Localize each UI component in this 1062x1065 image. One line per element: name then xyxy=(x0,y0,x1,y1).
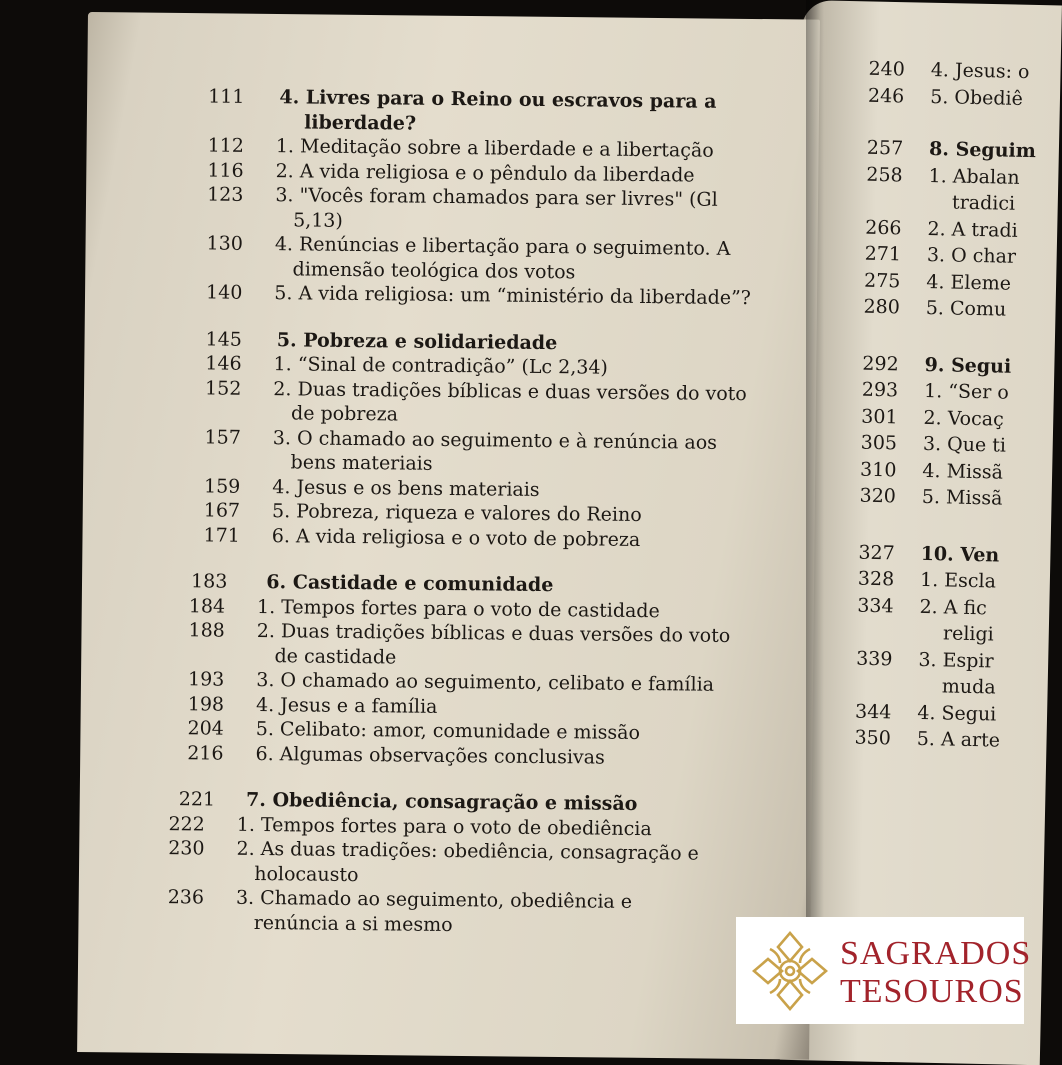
toc-item-continued: dimensão teológica dos votos xyxy=(292,257,576,283)
item-page-number: 157 xyxy=(204,425,241,449)
right-toc-line: muda xyxy=(941,675,996,699)
item-page-number: 216 xyxy=(187,741,224,765)
right-page-number: 280 xyxy=(863,295,901,319)
right-page-number: 246 xyxy=(867,84,905,107)
right-toc-line: tradici xyxy=(951,191,1016,215)
right-page-number: 301 xyxy=(861,405,898,428)
toc-item: 4. Jesus e os bens materiais xyxy=(272,475,540,501)
right-page-number: 292 xyxy=(862,352,899,375)
right-page-number: 258 xyxy=(866,163,903,186)
toc-item-continued: renúncia a si mesmo xyxy=(253,911,453,936)
item-page-number: 146 xyxy=(205,352,242,375)
right-toc-line: 1. “Ser o xyxy=(923,379,1010,404)
toc-item: 3. Chamado ao seguimento, obediência e xyxy=(235,886,633,913)
toc-item: 3. O chamado ao seguimento e à renúncia aos xyxy=(272,426,718,454)
right-toc-line: 4. Missã xyxy=(922,459,1004,484)
item-page-number: 167 xyxy=(203,499,241,522)
item-page-number: 159 xyxy=(203,474,241,498)
item-page-number: 184 xyxy=(188,594,226,618)
right-toc-line: 1. Abalan xyxy=(928,164,1020,189)
right-page-number: 293 xyxy=(861,378,899,402)
right-page-number: 334 xyxy=(857,594,894,617)
item-page-number: 188 xyxy=(188,619,225,642)
toc-item-continued: 5,13) xyxy=(293,208,343,232)
right-toc-line: 3. O char xyxy=(926,243,1017,268)
toc-item: 2. A vida religiosa e o pêndulo da liberdade xyxy=(275,159,695,187)
toc-item: 5. A vida religiosa: um “ministério da liberdade”? xyxy=(274,282,752,310)
logo-line-1: SAGRADOS xyxy=(840,935,1032,972)
section-heading: 5. Pobreza e solidariedade xyxy=(276,328,558,354)
section-page-number: 145 xyxy=(205,327,242,351)
section-heading: 6. Castidade e comunidade xyxy=(266,571,554,597)
section-page-number: 111 xyxy=(208,85,245,108)
toc-item-continued: holocausto xyxy=(254,862,359,886)
right-page-number: 305 xyxy=(860,431,898,455)
right-page-number: 240 xyxy=(868,57,906,81)
right-page-number: 339 xyxy=(855,647,893,670)
toc-item: 4. Renúncias e libertação para o seguimento. A xyxy=(274,233,731,260)
right-page-number: 320 xyxy=(859,484,897,508)
right-toc-line: 4. Segui xyxy=(917,701,997,726)
sagrados-tesouros-logo xyxy=(736,917,1032,1024)
logo-line-2: TESOUROS xyxy=(840,973,1024,1010)
item-page-number: 123 xyxy=(207,183,244,206)
toc-item: 5. Celibato: amor, comunidade e missão xyxy=(255,717,641,745)
right-toc-line: 3. Que ti xyxy=(922,432,1007,457)
section-page-number: 221 xyxy=(178,788,216,811)
right-toc-line: 1. Escla xyxy=(919,568,997,593)
toc-item: 3. O chamado ao seguimento, celibato e família xyxy=(256,668,715,696)
toc-item-continued: de pobreza xyxy=(290,402,399,426)
ornamental-medallion-icon xyxy=(750,929,830,1013)
item-page-number: 193 xyxy=(187,668,225,691)
right-toc-line: 8. Seguim xyxy=(928,137,1037,163)
item-page-number: 236 xyxy=(167,886,205,909)
right-page-number: 271 xyxy=(864,242,902,266)
right-toc-line: 5. Missã xyxy=(921,485,1003,510)
toc-item: 6. A vida religiosa e o voto de pobreza xyxy=(271,524,641,551)
toc-item: 2. As duas tradições: obediência, consagração e xyxy=(236,837,699,865)
section-heading: 4. Livres para o Reino ou escravos para a xyxy=(279,86,717,113)
right-toc-line: 2. A tradi xyxy=(927,217,1018,242)
section-heading-continued: liberdade? xyxy=(304,110,417,135)
toc-item: 4. Jesus e a família xyxy=(255,693,438,718)
toc-item-continued: bens materiais xyxy=(290,451,433,475)
toc-item: 2. Duas tradições bíblicas e duas versões do voto xyxy=(256,619,731,647)
toc-item: 6. Algumas observações conclusivas xyxy=(255,742,605,769)
section-heading: 7. Obediência, consagração e missão xyxy=(245,788,638,815)
right-toc-line: 2. A fic xyxy=(919,595,988,619)
item-page-number: 230 xyxy=(168,837,205,860)
item-page-number: 204 xyxy=(187,717,224,740)
toc-item: 1. “Sinal de contradição” (Lc 2,34) xyxy=(273,353,609,379)
toc-item: 5. Pobreza, riqueza e valores do Reino xyxy=(271,500,642,527)
section-page-number: 183 xyxy=(190,570,228,593)
right-toc-line: 4. Eleme xyxy=(926,270,1012,295)
item-page-number: 112 xyxy=(207,134,245,157)
right-toc-line: 9. Segui xyxy=(924,353,1012,378)
item-page-number: 140 xyxy=(205,281,243,304)
right-toc-line: 4. Jesus: o xyxy=(930,59,1030,84)
right-page-number: 310 xyxy=(859,458,897,481)
right-toc-line: 2. Vocaç xyxy=(923,406,1004,431)
right-toc-line: 10. Ven xyxy=(920,542,1000,567)
right-page-number: 350 xyxy=(854,726,892,750)
right-page-number: 344 xyxy=(854,700,892,723)
right-toc-line: 5. A arte xyxy=(916,727,1001,752)
item-page-number: 130 xyxy=(206,232,243,255)
right-page-number: 327 xyxy=(858,541,895,564)
right-toc-line: 5. Obediê xyxy=(930,85,1024,110)
item-page-number: 222 xyxy=(168,812,205,835)
toc-item: 1. Tempos fortes para o voto de obediência xyxy=(236,813,652,840)
right-toc-line: 3. Espir xyxy=(918,648,994,672)
item-page-number: 198 xyxy=(187,692,225,716)
toc-item-continued: de castidade xyxy=(274,644,397,668)
item-page-number: 152 xyxy=(204,376,242,400)
item-page-number: 171 xyxy=(203,523,240,547)
toc-item: 1. Meditação sobre a liberdade e a libertação xyxy=(275,135,714,162)
item-page-number: 116 xyxy=(207,158,244,182)
right-toc-line: 5. Comu xyxy=(925,296,1007,321)
right-page-number: 266 xyxy=(865,216,902,239)
right-page-number: 275 xyxy=(863,269,901,292)
right-page-number: 257 xyxy=(866,136,904,160)
right-page-number: 328 xyxy=(857,567,895,591)
toc-item: 2. Duas tradições bíblicas e duas versões do voto xyxy=(273,377,747,405)
right-toc-line: religi xyxy=(942,622,994,646)
toc-item: 3. "Vocês foram chamados para ser livres" (Gl xyxy=(275,184,718,211)
toc-item: 1. Tempos fortes para o voto de castidade xyxy=(256,595,660,622)
